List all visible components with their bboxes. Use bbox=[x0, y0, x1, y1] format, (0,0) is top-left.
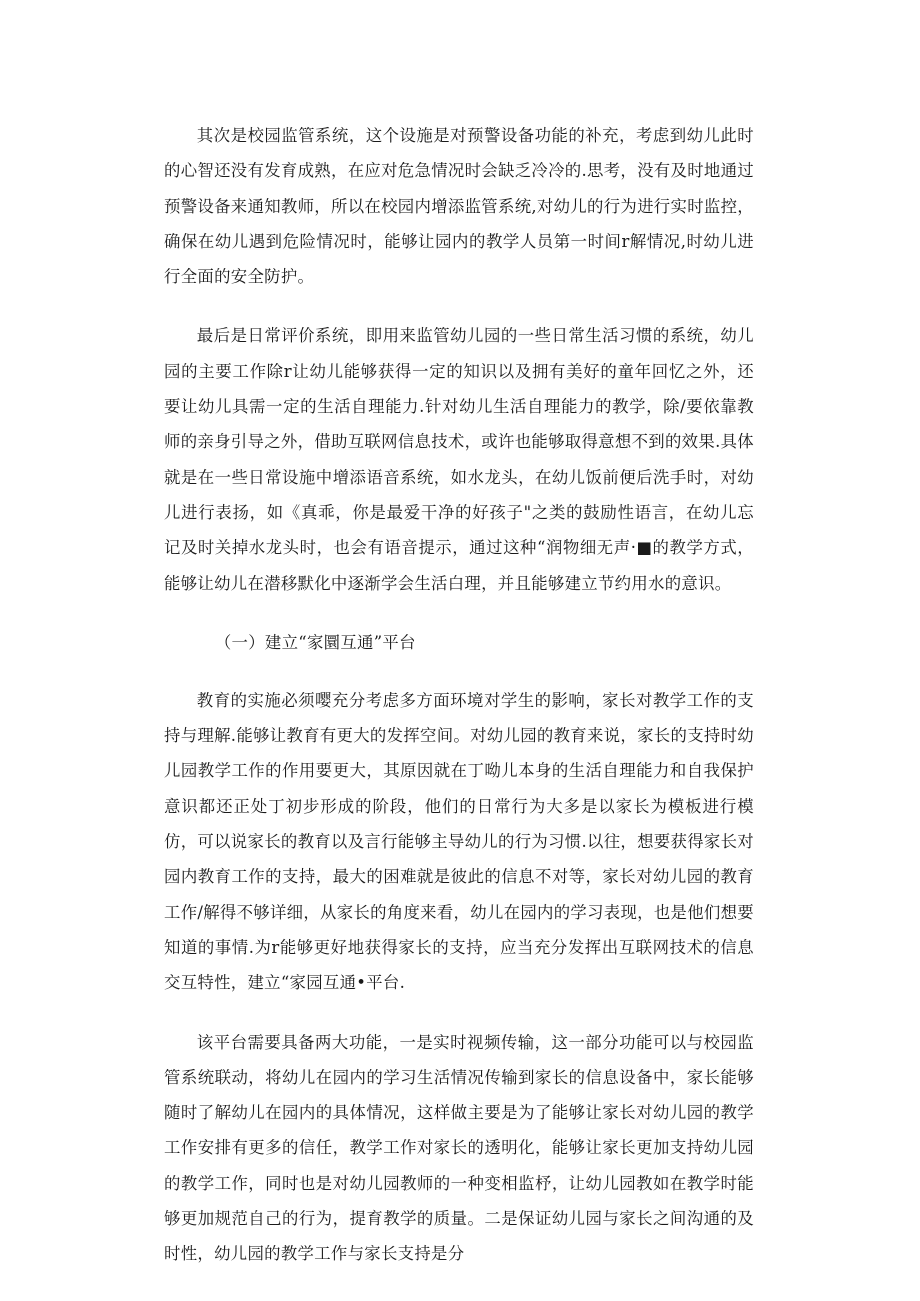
paragraph-daily-evaluation: 最后是日常评价系统，即用来监管幼儿园的一些日常生活习惯的系统，幼儿园的主要工作除r让幼儿能够获得一定的知识以及拥有美好的童年回忆之外，还要让幼儿具需一定的生活自理能力.针对幼儿生活自理能力的教学，除/要依靠教师的亲身引导之外，借助互联网信息技术，或许也能够取得意想不到的效果.具体就是在一些日常设施中增添语音系统，如水龙头，在幼儿饭前便后洗手时，对幼儿进行表扬，如《真乖，你是最爱干净的好孩子"之类的鼓励性语言，在幼儿忘记及时关掉水龙头时，也会有语音提示，通过这种“润物细无声·■的教学方式，能够让幼儿在潜移默化中逐渐学会生活白理，并且能够建立节约用水的意识。 bbox=[164, 326, 754, 593]
paragraph-parent-support: 教育的实施必须嘤充分考虑多方面环境对学生的影响，家长对教学工作的支持与理解.能够让教育有更大的发挥空间。对幼儿园的教育来说，家长的支持时幼儿园教学工作的作用要更大，其原因就在丁呦儿本身的生活自理能力和自我保护意识都还正处丁初步形成的阶段，他们的日常行为大多是以家长为模板进行模仿，可以说家长的教育以及言行能够主导幼儿的行为习惯.以往，想要获得家长对园内教育工作的支持，最大的困难就是彼此的信息不对等，家长对幼儿园的教育工作/解得不够详细，从家长的角度来看，幼儿在园内的学习表现，也是他们想要知道的事情.为r能够更好地获得家长的支持，应当充分发挥出互联网技术的信息交互特性，建立“家园互通•平台. bbox=[164, 690, 754, 993]
section-heading: （一）建立“家圜互通”平台 bbox=[214, 632, 416, 652]
paragraph-platform-functions: 该平台需要具备两大功能，一是实时视频传输，这一部分功能可以与校园监管系统联动，将幼儿在园内的学习生活情况传输到家长的信息设备中，家长能够随时了解幼儿在园内的具体情况，这样做主要是为了能够让家长对幼儿园的教学工作安排有更多的信任，教学工作对家长的透明化，能够让家长更加支持幼儿园的教学工作，同时也是对幼儿园教师的一种变相监杼，让幼儿园教如在教学时能够更加规范自己的行为，提育教学的质量。二是保证幼儿园与家长之间沟通的及时性，幼儿园的教学工作与家长支持是分 bbox=[164, 1032, 754, 1264]
paragraph-campus-monitoring: 其次是校园监管系统，这个设施是对预警设备功能的补充，考虑到幼儿此时的心智还没有发育成熟，在应对危急情况时会缺乏冷冷的.思考，没有及时地通过预警设备来通知教师，所以在校园内增添监管系统,对幼儿的行为进行实时监控，确保在幼儿遇到危险情况时，能够让园内的教学人员第一时间r解情况,时幼儿进行全面的安全防护。 bbox=[164, 126, 754, 287]
